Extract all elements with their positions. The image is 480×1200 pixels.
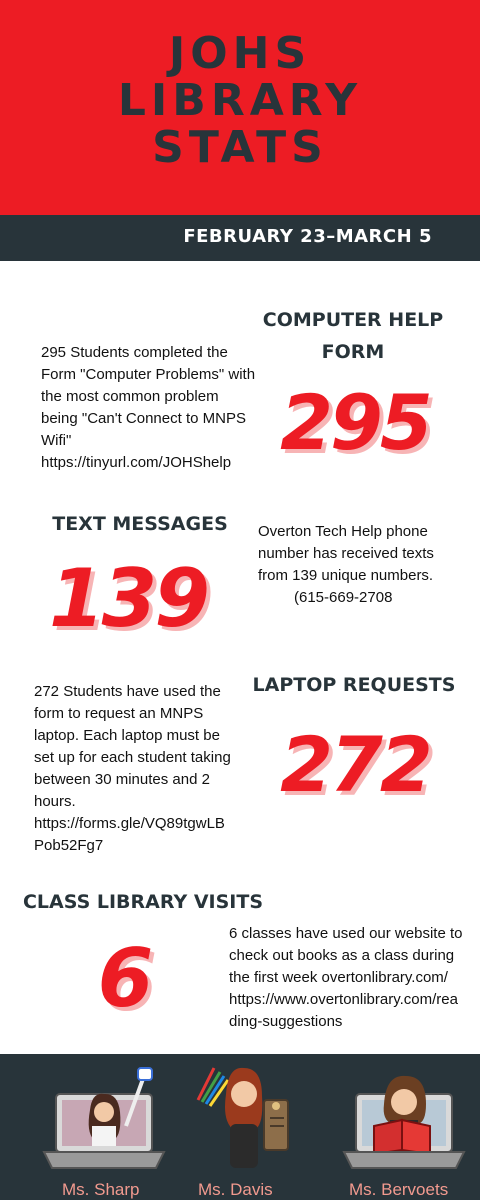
page-title [0,30,480,171]
text-messages-number: 139 [49,552,207,645]
staff-footer [0,1054,480,1200]
staff-name-sharp: Ms. Sharp [62,1180,140,1199]
computer-help-heading: COMPUTER HELP FORM [262,309,444,363]
date-range: FEBRUARY 23–MARCH 5 [183,226,432,247]
laptop-requests-number: 272 [280,720,430,809]
computer-help-description: 295 Students completed the Form "Computer Problems" with the most common problem being "Can't Connect to MNPS Wifi" https://tinyurl.com/JOHShelp [41,344,256,471]
laptop-requests-heading: LAPTOP REQUESTS [252,674,456,696]
tech-help-phone: (615-669-2708 [294,589,393,606]
text-messages-heading: TEXT MESSAGES [52,513,228,535]
laptop-requests-description: 272 Students have used the form to request an MNPS laptop. Each laptop must be set up for each student taking between 30 minutes and 2 hours. https://forms.gle/VQ89tgwLBPob52Fg7 [34,683,231,854]
avatar-laptop-icon [40,1064,170,1176]
title-line-3: STATS [152,122,328,173]
class-visits-number: 6 [97,932,151,1025]
class-visits-description: 6 classes have used our website to check out books as a class during the first week overtonlibrary.com/ https://www.overtonlibrary.com/reading-suggestions [229,925,463,1030]
avatar-supplies-icon [188,1060,300,1178]
staff-name-davis: Ms. Davis [198,1180,273,1199]
avatar-book-icon [340,1064,470,1176]
header-banner [0,0,480,215]
staff-name-bervoets: Ms. Bervoets [349,1180,449,1199]
date-bar [0,215,480,261]
title-line-1: JOHS [168,28,312,79]
computer-help-number: 295 [280,378,430,467]
class-visits-heading: CLASS LIBRARY VISITS [22,891,263,913]
title-line-2: LIBRARY [117,75,363,126]
text-messages-description: Overton Tech Help phone number has received texts from 139 unique numbers. [258,523,434,584]
